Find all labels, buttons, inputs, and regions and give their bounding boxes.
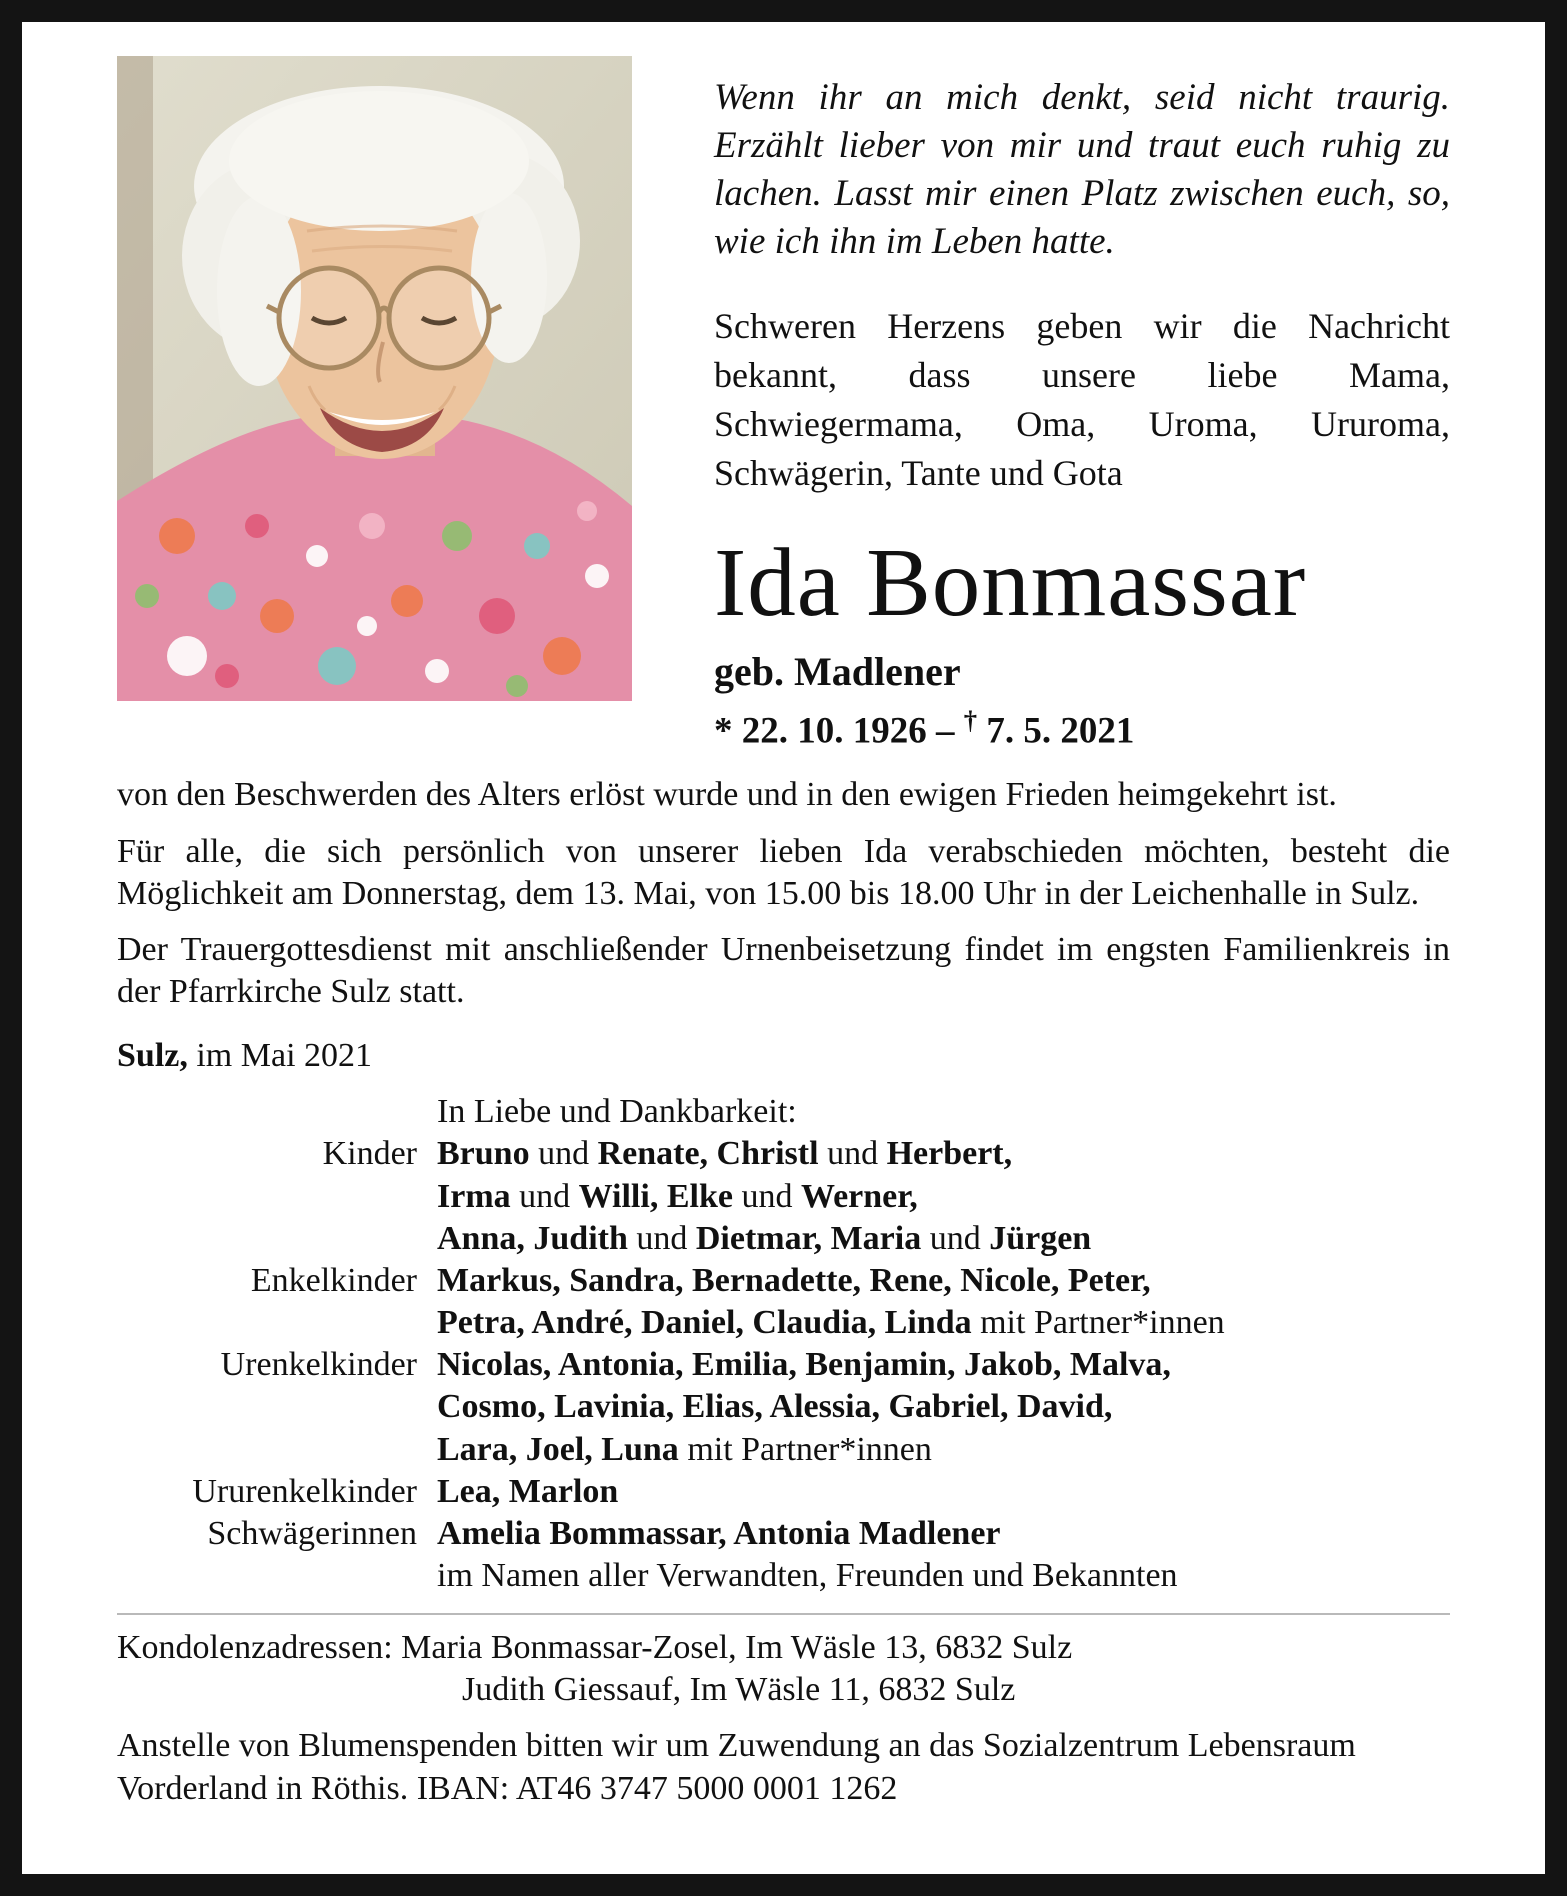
birth-date: * 22. 10. 1926 – <box>714 710 964 752</box>
family-row-value-schwaegerinnen <box>437 1513 1450 1597</box>
family-line: In Liebe und Dankbarkeit: <box>437 1093 797 1131</box>
paragraph-trauergottesdienst: Der Trauergottesdienst mit anschließender Urnenbeisetzung findet im engsten Familienkreis in der Pfarrkirche Sulz statt. <box>117 930 1450 1010</box>
obituary-content <box>22 22 1545 1874</box>
family-row-value-enkelkinder <box>437 1260 1450 1344</box>
birth-name: geb. Madlener <box>714 649 961 695</box>
family-row-label-kinder: Kinder <box>322 1135 417 1173</box>
divider-line <box>117 1613 1450 1615</box>
family-line: Nicolas, Antonia, Emilia, Benjamin, Jakob, Malva, <box>437 1346 1171 1384</box>
family-line: Lara, Joel, Luna mit Partner*innen <box>437 1430 932 1468</box>
family-line: Lea, Marlon <box>437 1472 619 1510</box>
announcement-text: Schweren Herzens geben wir die Nachricht bekannt, dass unsere liebe Mama, Schwiegermama, Oma, Uroma, Ururoma, Schwägerin, Tante und Gota <box>714 306 1450 494</box>
family-row-value-urenkelkinder <box>437 1344 1450 1470</box>
place: Sulz, <box>117 1037 188 1075</box>
life-dates <box>714 705 1450 752</box>
dagger-symbol: † <box>963 705 978 736</box>
farewell-quote: Wenn ihr an mich denkt, seid nicht traurig. Erzählt lieber von mir und traut euch ruhig zu lachen. Lasst mir einen Platz zwischen euch, so, wie ich ihn im Leben hatte. <box>714 77 1450 263</box>
deceased-name: Ida Bonmassar <box>714 529 1307 637</box>
family-line: Amelia Bommassar, Antonia Madlener <box>437 1514 1001 1552</box>
family-line: Anna, Judith und Dietmar, Maria und Jürgen <box>437 1219 1092 1257</box>
family-row-label-urenkelkinder: Urenkelkinder <box>220 1346 417 1384</box>
place-and-date <box>117 1035 1450 1077</box>
condolence-address-1: Kondolenzadressen: Maria Bonmassar-Zosel, Im Wäsle 13, 6832 Sulz <box>117 1629 1073 1667</box>
family-line: Markus, Sandra, Bernadette, Rene, Nicole, Peter, <box>437 1261 1151 1299</box>
header-text-column <box>714 56 1450 752</box>
condolence-addresses <box>117 1627 1450 1711</box>
paragraph-erloest: von den Beschwerden des Alters erlöst wurde und in den ewigen Frieden heimgekehrt ist. <box>117 776 1337 814</box>
header-row <box>117 56 1450 752</box>
death-date: 7. 5. 2021 <box>977 710 1135 752</box>
family-list <box>117 1091 1450 1597</box>
family-line: Bruno und Renate, Christl und Herbert, <box>437 1135 1013 1173</box>
family-row-value <box>437 1091 1450 1133</box>
portrait-photo <box>117 56 632 701</box>
family-row-label-ururenkelkinder: Ururenkelkinder <box>192 1472 417 1510</box>
paragraph-abschiednahme: Für alle, die sich persönlich von unserer lieben Ida verabschieden möchten, besteht die Möglichkeit am Donnerstag, dem 13. Mai, von 15.00 bis 18.00 Uhr in der Leichenhalle in Sulz. <box>117 832 1450 912</box>
family-row-value-ururenkelkinder <box>437 1471 1450 1513</box>
condolence-address-2: Judith Giessauf, Im Wäsle 11, 6832 Sulz <box>462 1671 1016 1709</box>
family-row-value-kinder <box>437 1133 1450 1259</box>
family-line: Petra, André, Daniel, Claudia, Linda mit Partner*innen <box>437 1304 1225 1342</box>
month-year: im Mai 2021 <box>187 1037 373 1075</box>
family-line: im Namen aller Verwandten, Freunden und Bekannten <box>437 1557 1178 1595</box>
donation-note: Anstelle von Blumenspenden bitten wir um Zuwendung an das Sozialzentrum Lebensraum Vorderland in Röthis. IBAN: AT46 3747 5000 0001 1262 <box>117 1727 1356 1807</box>
family-line: Cosmo, Lavinia, Elias, Alessia, Gabriel, David, <box>437 1388 1113 1426</box>
family-row-label-enkelkinder: Enkelkinder <box>250 1261 417 1299</box>
family-line: Irma und Willi, Elke und Werner, <box>437 1177 918 1215</box>
family-row-label-schwaegerinnen: Schwägerinnen <box>207 1514 417 1552</box>
portrait-illustration <box>117 56 632 701</box>
